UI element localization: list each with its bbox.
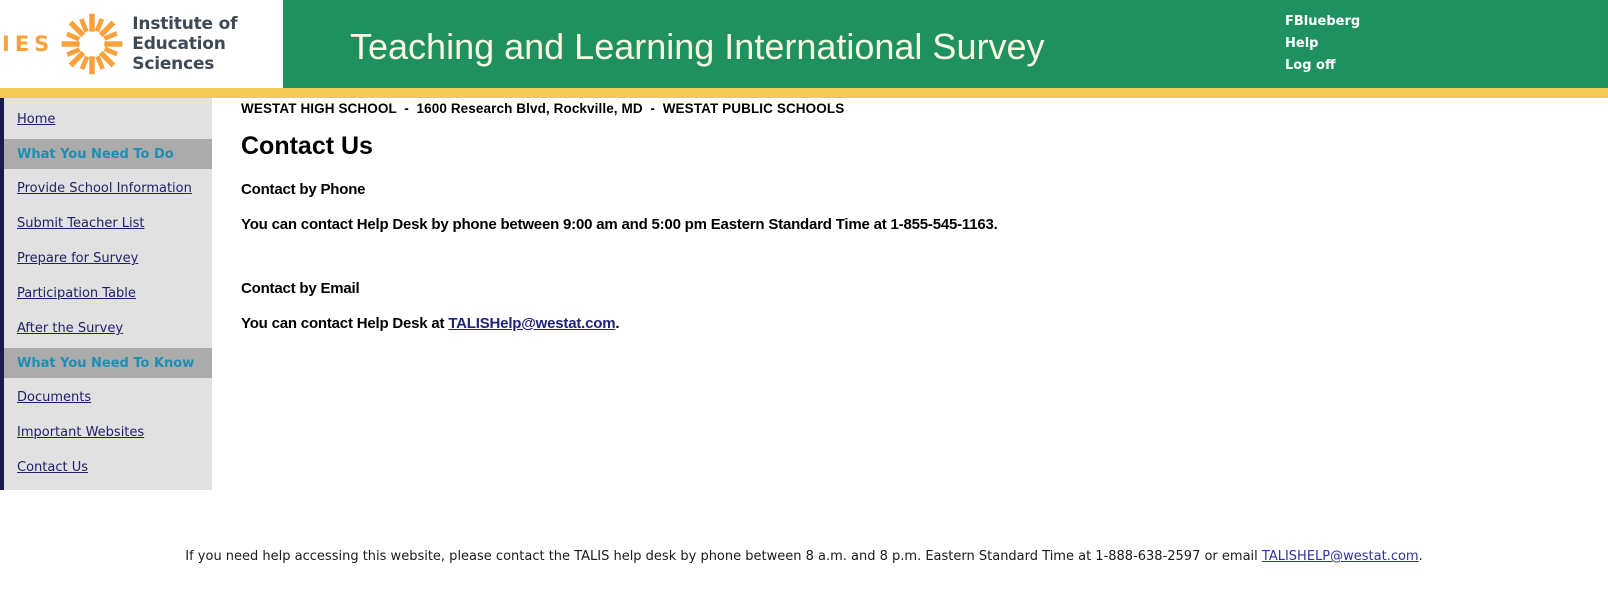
ies-logo-text: IES	[2, 32, 55, 56]
contact-by-phone-text: You can contact Help Desk by phone between 9:00 am and 5:00 pm Eastern Standard Time at 1-855-545-1163.	[241, 216, 998, 233]
main-content	[212, 98, 1608, 490]
sidebar-link-contact-us[interactable]: Contact Us	[17, 460, 88, 475]
contact-by-email-heading: Contact by Email	[241, 280, 360, 297]
footer-text-prefix: If you need help accessing this website, please contact the TALIS help desk by phone between 8 a.m. and 8 p.m. Eastern Standard Time at 1-888-638-2597 or email	[185, 549, 1262, 564]
sidebar-link-submit-teacher-list[interactable]: Submit Teacher List	[17, 216, 145, 231]
accent-divider	[0, 88, 1608, 98]
sidebar-link-home[interactable]: Home	[17, 112, 56, 127]
user-menu	[1285, 11, 1360, 77]
sidebar-link-after-the-survey[interactable]: After the Survey	[17, 321, 124, 336]
header-banner	[0, 0, 1608, 88]
sidebar-section-what-you-need-to-do: What You Need To Do	[4, 139, 212, 169]
sidebar-link-prepare-for-survey[interactable]: Prepare for Survey	[17, 251, 139, 266]
ies-org-name	[132, 14, 283, 74]
sidebar-item-submit-teacher-list	[4, 206, 212, 241]
contact-by-phone-heading: Contact by Phone	[241, 181, 366, 198]
sidebar-nav	[0, 98, 212, 490]
page-title: Contact Us	[241, 132, 373, 160]
ies-org-line1: Institute of	[132, 14, 238, 34]
sidebar-item-home	[4, 102, 212, 137]
talis-help-email-link[interactable]: TALISHelp@westat.com	[448, 315, 616, 332]
sunburst-icon	[56, 8, 128, 80]
ies-logo	[0, 0, 283, 88]
app-title: Teaching and Learning International Survey	[350, 26, 1045, 67]
sidebar-item-provide-school-information	[4, 171, 212, 206]
contact-by-email-text	[241, 315, 619, 332]
username-link[interactable]: FBlueberg	[1285, 14, 1361, 29]
sidebar-link-documents[interactable]: Documents	[17, 390, 92, 405]
sidebar-item-documents	[4, 380, 212, 415]
help-link[interactable]: Help	[1285, 36, 1319, 51]
sidebar-link-important-websites[interactable]: Important Websites	[17, 425, 145, 440]
sidebar-link-participation-table[interactable]: Participation Table	[17, 286, 136, 301]
sidebar-item-after-the-survey	[4, 311, 212, 346]
contact-email-prefix: You can contact Help Desk at	[241, 315, 449, 332]
sidebar-link-provide-school-information[interactable]: Provide School Information	[17, 181, 192, 196]
sidebar-item-prepare-for-survey	[4, 241, 212, 276]
sidebar-section-what-you-need-to-know: What You Need To Know	[4, 348, 212, 378]
sidebar-item-important-websites	[4, 415, 212, 450]
footer-email-link[interactable]: TALISHELP@westat.com	[1261, 549, 1419, 564]
logoff-link[interactable]: Log off	[1285, 58, 1336, 73]
ies-org-line2: Education Sciences	[132, 34, 226, 74]
sidebar-item-participation-table	[4, 276, 212, 311]
contact-email-suffix: .	[615, 315, 620, 332]
footer-text-suffix: .	[1418, 549, 1423, 564]
sidebar-item-contact-us	[4, 450, 212, 485]
footer-help-text	[0, 549, 1608, 564]
school-info-line: WESTAT HIGH SCHOOL - 1600 Research Blvd, Rockville, MD - WESTAT PUBLIC SCHOOLS	[241, 101, 845, 116]
